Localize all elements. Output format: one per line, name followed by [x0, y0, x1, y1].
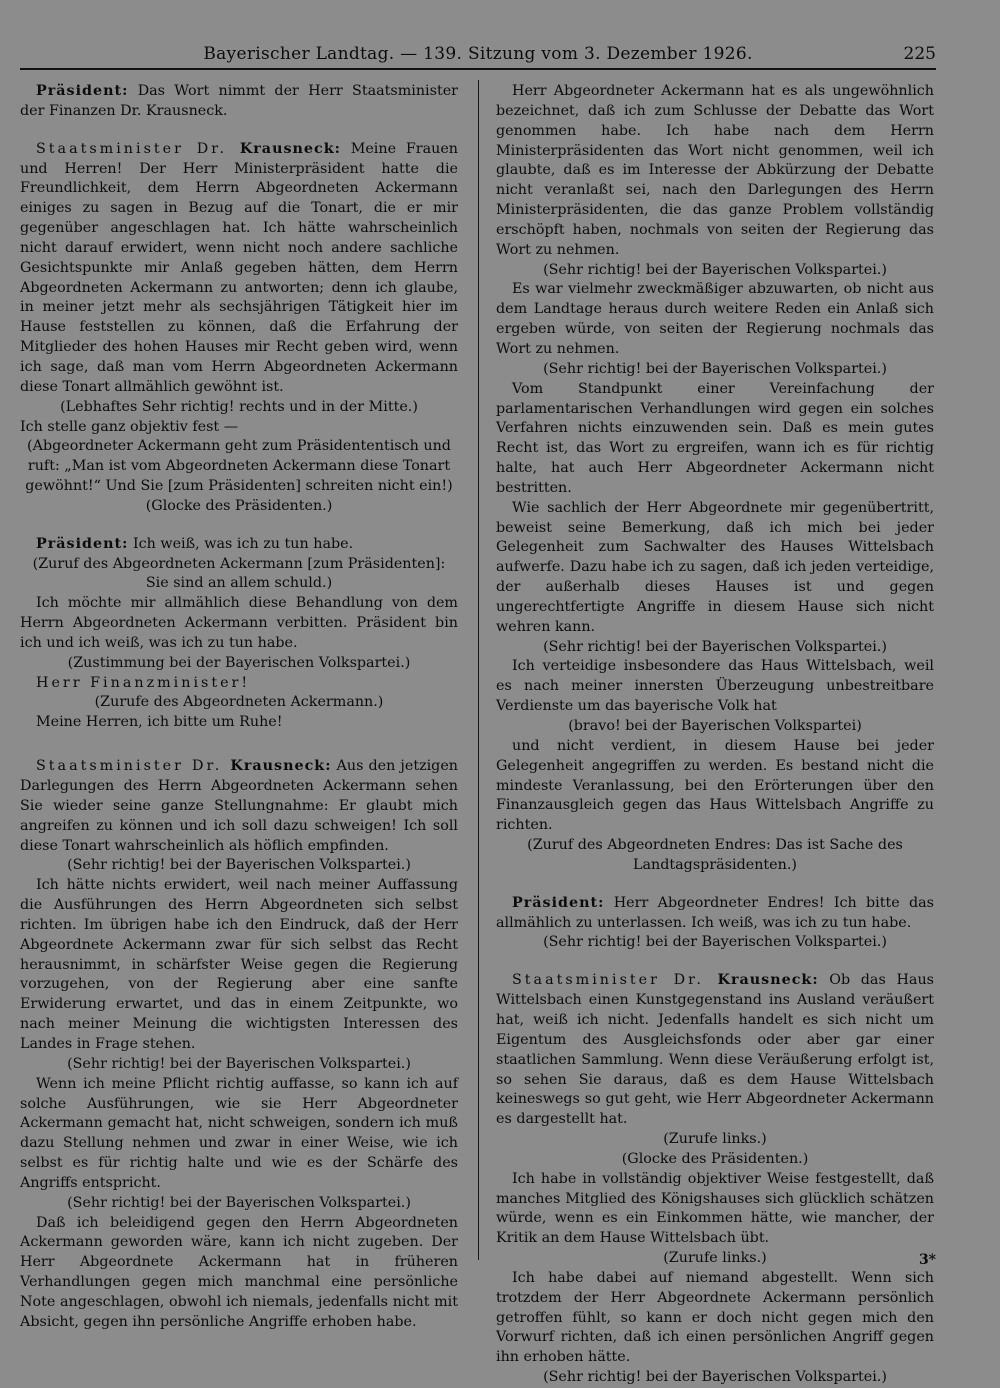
- paragraph: Herr Finanzminister!: [36, 674, 251, 691]
- paragraph: Ich stelle ganz objektiv fest —: [20, 418, 238, 435]
- paragraph: Herr Abgeordneter Ackermann hat es als ungewöhnlich bezeichnet, daß ich zum Schlusse der Debatte das Wort genommen habe. Ich habe nach dem Herrn Ministerpräsidenten das Wort nicht genommen, weil ich glaubte, daß es im Interesse der Abkürzung der Debatte nicht veranlaßt sei, nach den Darlegungen des Herrn Ministerpräsidenten, die das ganze Problem vollständig erschöpft haben, nochmals von seiten der Regierung das Wort zu nehmen.: [496, 83, 934, 258]
- speech-text: Aus den jetzigen Darlegungen des Herrn Abgeordneten Ackermann sehen Sie wieder seine ganze Stellungnahme: Er glaubt mich angreifen zu können und ich soll dazu schweigen! Ich soll diese Tonart wahrscheinlich als höflich empfinden.: [20, 758, 458, 854]
- page-number: 225: [903, 44, 936, 64]
- paragraph: Vom Standpunkt einer Vereinfachung der parlamentarischen Verhandlungen wird gegen ein solches Verfahren nichts einzuwenden sein. Daß es mein gutes Recht ist, das Wort zu ergreifen, wann ich es für richtig halte, hat auch Herr Abgeordneter Ackermann nicht bestritten.: [496, 380, 934, 496]
- interjection: (Sehr richtig! bei der Bayerischen Volkspartei.): [67, 1194, 411, 1211]
- interjection: (Sehr richtig! bei der Bayerischen Volkspartei.): [543, 261, 887, 278]
- interjection: (Sehr richtig! bei der Bayerischen Volkspartei.): [543, 360, 887, 377]
- interjection: (Zuruf des Abgeordneten Ackermann [zum Präsidenten]: Sie sind an allem schuld.): [32, 555, 446, 592]
- interjection: (Zurufe des Abgeordneten Ackermann.): [94, 694, 384, 711]
- speech-text: Herr Abgeordneter Endres! Ich bitte das allmählich zu unterlassen. Ich weiß, was ich zu tun habe.: [496, 894, 934, 931]
- interjection: (bravo! bei der Bayerischen Volkspartei): [568, 718, 862, 734]
- left-column: [20, 82, 458, 1333]
- paragraph: [496, 894, 934, 934]
- speaker-name: Krausneck:: [717, 972, 819, 989]
- header-title: Bayerischer Landtag. — 139. Sitzung vom 3. Dezember 1926.: [203, 44, 753, 64]
- paragraph: Ich verteidige insbesondere das Haus Wittelsbach, weil es nach meiner innersten Überzeugung unbestreitbare Verdienste um das bayerische Volk hat: [496, 658, 934, 715]
- speech-text: Meine Frauen und Herren! Der Herr Ministerpräsident hatte die Freundlichkeit, dem Herrn Abgeordneten Ackermann einiges zu sagen in Bezug auf die Tonart, die er mir gegenüber angeschlagen hat. Ich hätte wahrscheinlich nicht darauf erwidert, wenn nicht noch andere sachliche Gesichtspunkte mir Anlaß gegeben hätten, dem Herrn Abgeordneten Ackermann zu antworten; denn ich glaube, in meiner jetzt mehr als sechsjährigen Tätigkeit hier im Hause feststellen zu können, daß die Erfahrung der Mitglieder des hohen Hauses mir Recht geben wird, wenn ich sage, daß man vom Herrn Abgeordneten Ackermann diese Tonart allmählich gewöhnt ist.: [20, 140, 458, 395]
- paragraph: Es war vielmehr zweckmäßiger abzuwarten, ob nicht aus dem Landtage heraus durch weitere Reden ein Anlaß sich ergeben würde, von seiten der Regierung nochmals das Wort zu nehmen.: [496, 281, 934, 357]
- interjection: (Sehr richtig! bei der Bayerischen Volkspartei.): [543, 934, 887, 951]
- speaker-role: Staatsminister Dr.: [36, 758, 231, 775]
- interjection: (Glocke des Präsidenten.): [621, 1150, 809, 1167]
- paragraph: Meine Herren, ich bitte um Ruhe!: [36, 714, 283, 731]
- speaker-name: Krausneck:: [230, 758, 332, 775]
- paragraph: [496, 971, 934, 1130]
- interjection: (Zurufe links.): [663, 1131, 767, 1148]
- speaker-name: Krausneck:: [239, 140, 341, 157]
- paragraph: Ich habe dabei auf niemand abgestellt. Wenn sich trotzdem der Herr Abgeordnete Ackermann persönlich getroffen fühlt, so kann er doch nicht gegen mich den Vorwurf richten, daß ich einen persönlichen Angriff gegen ihn erhoben hätte.: [496, 1269, 934, 1366]
- signature-mark: 3*: [918, 1252, 936, 1268]
- paragraph: [20, 757, 458, 856]
- page-header: [20, 40, 936, 70]
- paragraph: [20, 82, 458, 122]
- paragraph: Daß ich beleidigend gegen den Herrn Abgeordneten Ackermann geworden wäre, kann ich nicht zugeben. Der Herr Abgeordnete Ackermann hat in früheren Verhandlungen gegen mich manchmal eine persönliche Note angeschlagen, obwohl ich niemals, jedenfalls nicht mit Absicht, gegen ihn persönliche Angriffe erhoben habe.: [20, 1214, 458, 1330]
- speech-text: Ich weiß, was ich zu tun habe.: [128, 535, 354, 552]
- speech-text: Das Wort nimmt der Herr Staatsminister der Finanzen Dr. Krausneck.: [20, 83, 458, 119]
- interjection: (Sehr richtig! bei der Bayerischen Volkspartei.): [543, 1369, 887, 1386]
- speaker-name: Präsident:: [36, 535, 129, 552]
- interjection: (Sehr richtig! bei der Bayerischen Volkspartei.): [67, 857, 411, 874]
- paragraph: Ich habe in vollständig objektiver Weise festgestellt, daß manches Mitglied des Königshauses sich glücklich schätzen würde, wenn es ein Einkommen hätte, wie mancher, der Kritik an dem Hause Wittelsbach übt.: [496, 1170, 934, 1247]
- paragraph: Ich möchte mir allmählich diese Behandlung von dem Herrn Abgeordneten Ackermann verbitten. Präsident bin ich und ich weiß, was ich zu tun habe.: [20, 595, 458, 651]
- speaker-role: Staatsminister Dr.: [36, 140, 240, 157]
- paragraph: [20, 140, 458, 398]
- paragraph: Ich hätte nichts erwidert, weil nach meiner Auffassung die Ausführungen des Herrn Abgeordneten sich selbst richten. Im übrigen habe ich den Eindruck, daß der Herr Abgeordnete Ackermann zwar für sich selbst das Recht herausnimmt, in schärfster Weise gegen die Regierung vorzugehen, von der Regierung aber eine sanfte Erwiderung erwartet, und das in einem Zeitpunkte, wo nach meiner Meinung die wichtigsten Interessen des Landes in Frage stehen.: [20, 877, 458, 1052]
- speaker-role: Staatsminister Dr.: [512, 972, 718, 989]
- interjection: (Sehr richtig! bei der Bayerischen Volkspartei.): [67, 1055, 411, 1072]
- interjection: (Zurufe links.): [663, 1250, 767, 1267]
- right-column: [496, 82, 934, 1388]
- speaker-name: Präsident:: [512, 894, 605, 911]
- paragraph: [20, 535, 458, 555]
- interjection: (Abgeordneter Ackermann geht zum Präsidententisch und ruft: „Man ist vom Abgeordneten Ackermann diese Tonart gewöhnt!“ Und Sie [zum Präsidenten] schreiten nicht ein!): [25, 438, 453, 495]
- paragraph: Wenn ich meine Pflicht richtig auffasse, so kann ich auf solche Ausführungen, wie sie Herr Abgeordneter Ackermann gemacht hat, nicht schweigen, sondern ich muß dazu Stellung nehmen und zwar in einer Weise, wie ich selbst es für richtig halte und wie es der Schärfe des Angriffs entspricht.: [20, 1075, 458, 1191]
- interjection: (Lebhaftes Sehr richtig! rechts und in der Mitte.): [60, 398, 418, 415]
- interjection: (Glocke des Präsidenten.): [145, 497, 333, 514]
- interjection: (Zustimmung bei der Bayerischen Volkspartei.): [67, 654, 411, 671]
- speech-text: Ob das Haus Wittelsbach einen Kunstgegenstand ins Ausland veräußert hat, weiß ich nicht. Jedenfalls handelt es sich nicht um Eigentum des Ausgleichsfonds oder aber gar einer staatlichen Sammlung. Wenn diese Veräußerung erfolgt ist, so sehen Sie daraus, daß es dem Hause Wittelsbach keineswegs so gut geht, wie Herr Abgeordneter Ackermann es dargestellt hat.: [496, 972, 934, 1128]
- interjection: (Zuruf des Abgeordneten Endres: Das ist Sache des Landtagspräsidenten.): [527, 837, 903, 873]
- column-divider: [478, 80, 479, 1260]
- paragraph: und nicht verdient, in diesem Hause bei jeder Gelegenheit angegriffen zu werden. Es bestand nicht die mindeste Veranlassung, bei den Erörterungen über den Finanzausgleich gegen das Haus Wittelsbach Angriffe zu richten.: [496, 737, 934, 834]
- speaker-name: Präsident:: [36, 83, 129, 99]
- paragraph: Wie sachlich der Herr Abgeordnete mir gegenübertritt, beweist seine Bemerkung, daß ich mich bei jeder Gelegenheit zum Sachwalter des Hauses Wittelsbach aufwerfe. Dazu habe ich zu sagen, daß ich jeden verteidige, der außerhalb dieses Hauses ist und gegen ungerechtfertigte Angriffe in diesem Hause sich nicht wehren kann.: [496, 499, 934, 635]
- interjection: (Sehr richtig! bei der Bayerischen Volkspartei.): [543, 638, 887, 655]
